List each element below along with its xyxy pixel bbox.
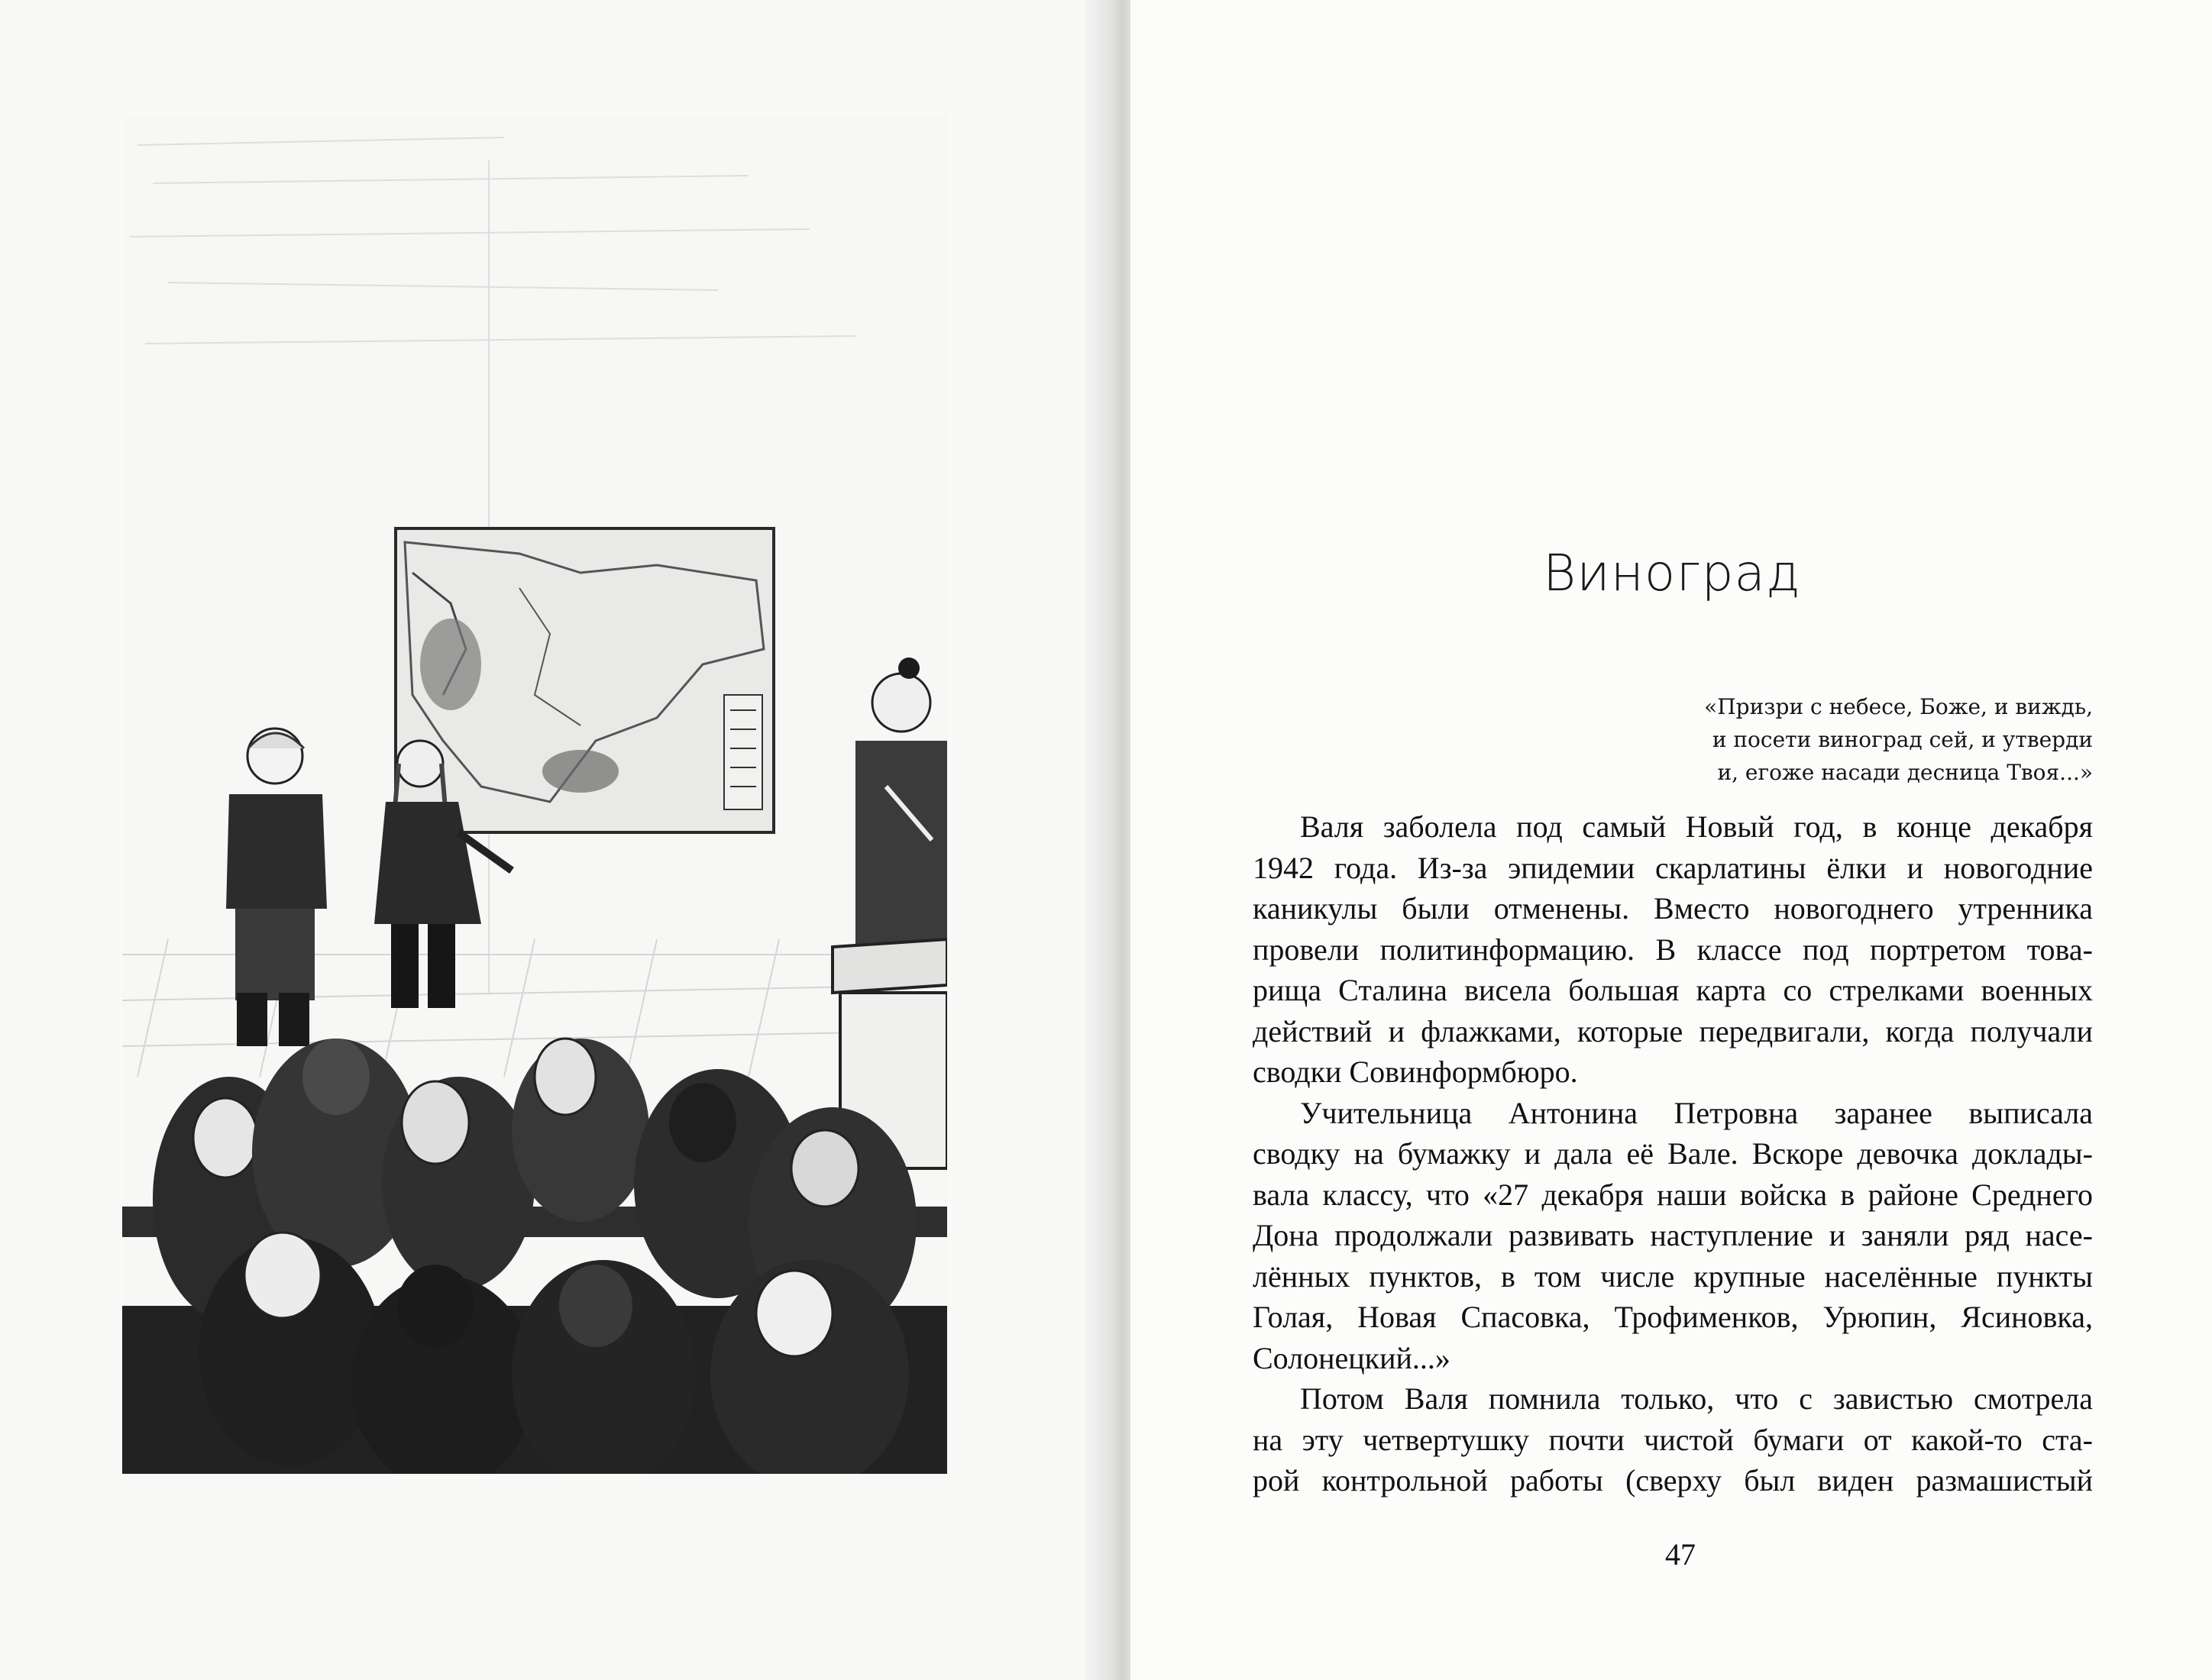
text-line: 1942 года. Из-за эпидемии скарлатины ёлки и новогодние [1253,850,2093,885]
classroom-illustration [122,115,947,1474]
text-line: на эту четвертушку почти чистой бумаги от какой-то ста- [1253,1422,2093,1457]
epigraph-line: и, егоже насади десница Твоя...» [1717,760,2093,785]
text-line: Голая, Новая Спасовка, Трофименков, Урюпин, Ясиновка, [1253,1300,2093,1334]
text-line: сводки Совинформбюро. [1253,1055,1578,1089]
text-line: сводку на бумажку и дала её Вале. Вскоре девочка доклады- [1253,1136,2093,1171]
text-line: Дона продолжали развивать наступление и заняли ряд насе- [1253,1218,2093,1252]
text-line: каникулы были отменены. Вместо новогоднего утренника [1253,891,2093,926]
epigraph-line: и посети виноград сей, и утверди [1712,727,2093,752]
body-text [1253,806,2093,1501]
text-line: Учительница Антонина Петровна заранее выписала [1300,1095,2093,1130]
wall-map [396,528,774,832]
text-line: вала классу, что «27 декабря наши войска в районе Среднего [1253,1177,2093,1212]
text-line: рой контрольной работы (сверху был виден размашистый [1253,1463,2093,1497]
epigraph-line: «Призри с небесе, Боже, и виждь, [1704,694,2093,719]
text-line: рища Сталина висела большая карта со стрелками военных [1253,973,2093,1007]
epigraph [1558,690,2093,789]
text-line: Солонецкий...» [1253,1340,1450,1375]
left-page [0,0,1100,1680]
page-number: 47 [1665,1537,1696,1572]
text-line: Потом Валя помнила только, что с завистью смотрела [1300,1381,2093,1416]
text-line: действий и флажками, которые передвигали, когда получали [1253,1013,2093,1048]
text-line: Валя заболела под самый Новый год, в конце декабря [1300,809,2093,844]
chapter-title: Виноград [1543,544,1801,603]
text-line: лённых пунктов, в том числе крупные населённые пункты [1253,1258,2093,1294]
text-line: провели политинформацию. В классе под портретом това- [1253,932,2093,967]
